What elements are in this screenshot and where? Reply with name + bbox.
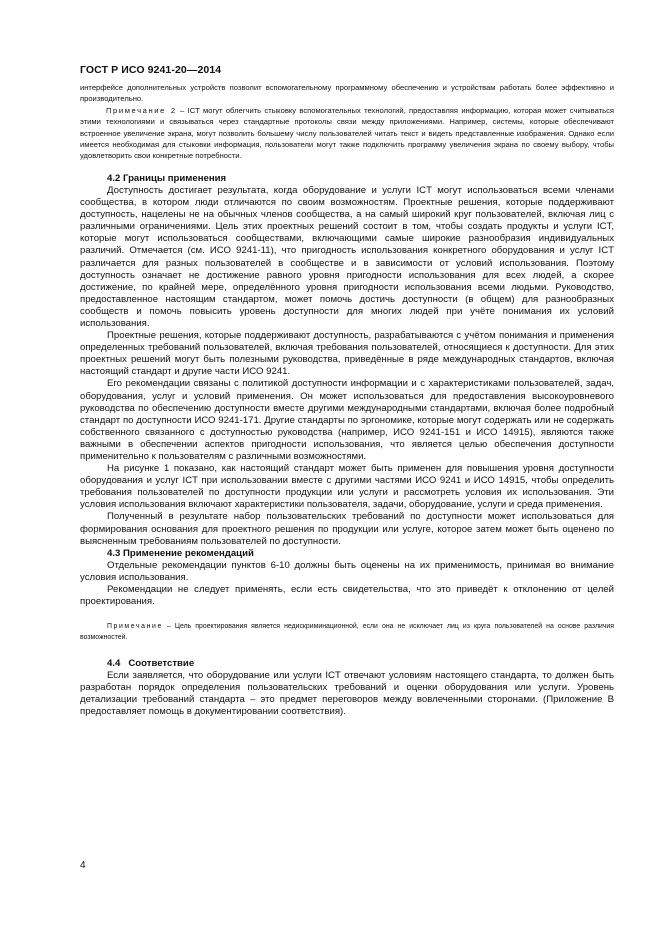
section-4-2-paragraph: Проектные решения, которые поддерживают доступность, разрабатываются с учётом понимания и применения определенных требований пользователей, включая требования пользователей, относящиеся к доступности. Для этих проектных решений могут быть полезными руководства, приведённые в ряде международных стандартов, включая настоящий стандарт и другие части ИСО 9241. <box>80 330 614 378</box>
section-4-3-paragraph: Рекомендации не следует применять, если есть свидетельства, что это приведёт к отклонению от целей проектирования. <box>80 584 614 608</box>
document-header: ГОСТ Р ИСО 9241-20—2014 <box>80 64 222 76</box>
section-4-3-paragraph: Отдельные рекомендации пунктов 6-10 должны быть оценены на их применимость, принимая во внимание условия использования. <box>80 559 614 583</box>
section-4-2-heading: 4.2 Границы применения <box>107 172 227 184</box>
note-2 <box>80 105 614 162</box>
note-3-text: – Цель проектирования является недискриминационной, если она не исключает лиц из круга пользователей на основе различия возможностей. <box>80 623 614 642</box>
section-4-2-paragraph: Доступность достигает результата, когда оборудование и услуги ICT могут использоваться всеми членами сообщества, в котором люди отличаются по своим возможностям. Проектные решения, которые поддерживают доступность, нацелены не на обычных членов сообщества, а на самый широкий круг пользователей, включая лиц с различными ограничениями. Цель этих проектных решений состоит в том, чтобы создать продукты и услуги ICT, которые могут использоваться сообществами, включающими самые широкие разнообразия индивидуальных различий. Отмечается (см. ИСО 9241-11), что пригодность использования конкретного оборудования и услуг ICT различается для разных пользователей в сообществе и в зависимости от условий использования. Поэтому доступность означает не достижение равного уровня пригодности использования для всех людей, а скорее достижение, по крайней мере, определённого уровня пригодности использования всеми людьми. Руководство, предоставленное настоящим стандартом, может помочь достичь доступности (в общем) для разнообразных сообществ и помочь повысить уровень доступности для многих людей при учёте понимания их условий использования. <box>80 184 614 329</box>
intro-fragment: интерфейсе дополнительных устройств позволит вспомогательному программному обеспечению и устройствам работать более эффективно и производительно. <box>80 83 614 104</box>
note-3-label: Примечание <box>107 623 163 631</box>
document-body <box>80 82 614 718</box>
section-4-4-paragraph: Если заявляется, что оборудование или услуги ICT отвечают условиям настоящего стандарта, то должен быть разработан порядок определения пользовательских требований и оценки оборудования или услуги. Уровень детализации требований стандарта – это предмет переговоров между вовлеченными сторонами. (Приложение В предоставляет помощь в документировании соответствия). <box>80 669 614 718</box>
page-number: 4 <box>80 860 86 871</box>
section-4-3-heading: 4.3 Применение рекомендаций <box>107 547 254 559</box>
section-4-2-paragraph: На рисунке 1 показано, как настоящий стандарт может быть применен для повышения уровня доступности оборудования и услуг ICT при использовании вместе с другими частями ИСО 9241 и ИСО 14915, чтобы определить требования пользователей по доступности продукции или услуги и рассмотреть условия их использования. Эти условия использования включают характеристики пользователя, задачи, оборудование, услуги и среда применения. <box>80 463 614 511</box>
section-4-2-paragraph: Его рекомендации связаны с политикой доступности информации и с характеристиками пользователей, задач, оборудования, услуг и условий применения. Он может использоваться для предоставления высокоуровневого руководства по обеспечению доступности вместе другими международными стандартами, включая более подробный стандарт по доступности ИСО 9241-171. Другие стандарты по эргономике, которые могут содержать или не содержать собственного связанного с доступностью руководства (например, ИСО 9241-151 и ИСО 14915), являются также важными в обеспечении аспектов пригодности использования, что является целью обеспечения доступности применительно к пользователям с различными возможностями. <box>80 378 614 462</box>
note-3 <box>80 622 614 644</box>
note-2-text: – ICT могут облегчить стыковку вспомогательных технологий, предоставляя информацию, которая может считываться этими технологиями и связываться через стандартные протоколы связи между приложениями. Например, системы, которые обеспечивают встроенное увеличение экрана, могут позволить большему числу пользователей читать текст и видеть представленные изображения. Однако если имеется необходимая для стыковки информация, пользователи могут также подключить программу увеличения экрана по своему выбору, чтобы удовлетворить свои конкретные потребности. <box>80 105 614 161</box>
section-4-2-paragraph: Полученный в результате набор пользовательских требований по доступности может использоваться для формирования основания для проектного решения по продукции или услуге, которое затем может быть оценено по выясненным требованиям пользователей по доступности. <box>80 511 614 547</box>
note-2-label: Примечание 2 <box>106 105 177 115</box>
section-4-4-heading: 4.4 Соответствие <box>107 657 195 669</box>
